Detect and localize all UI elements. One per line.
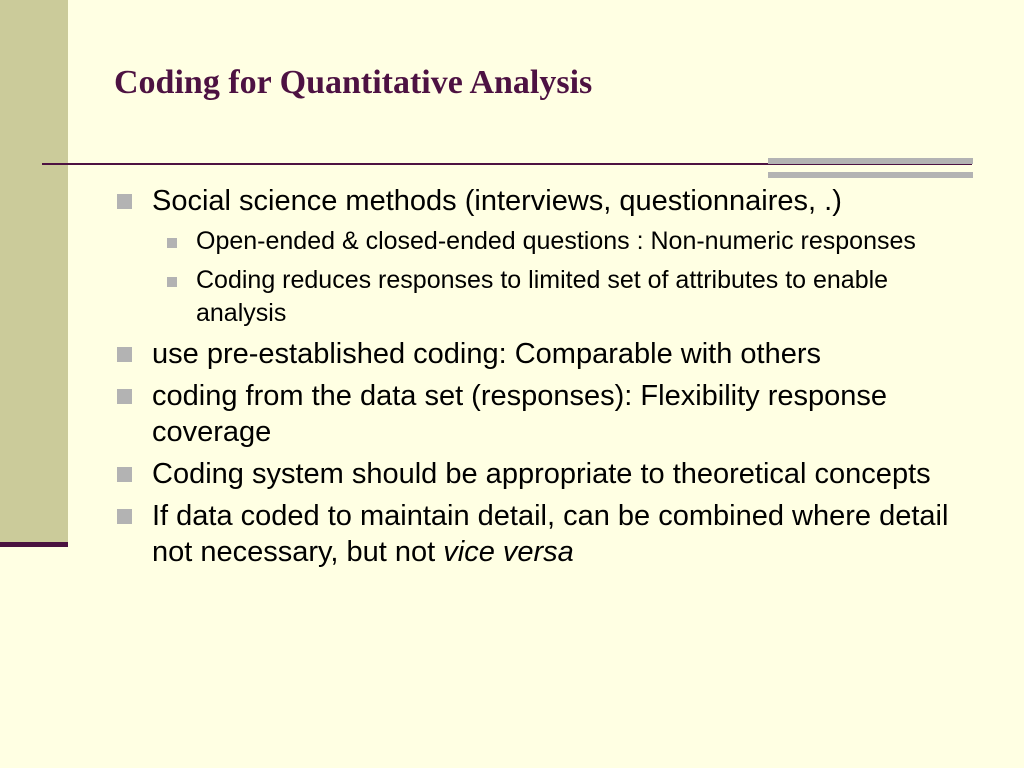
bullet-text: Coding system should be appropriate to theoretical concepts — [152, 458, 931, 490]
bullet-text: If data coded to maintain detail, can be combined where detail not necessary, but not — [152, 500, 949, 568]
slide-body — [114, 183, 974, 576]
sub-bullet-text: Open-ended & closed-ended questions : Non-numeric responses — [196, 227, 916, 255]
square-bullet-icon — [117, 194, 132, 209]
divider-accent-bar-bottom — [768, 172, 973, 178]
square-bullet-icon — [117, 347, 132, 362]
square-bullet-icon — [167, 238, 177, 248]
bullet-item — [114, 336, 974, 372]
slide-title: Coding for Quantitative Analysis — [114, 64, 593, 101]
square-bullet-icon — [167, 277, 177, 287]
bullet-text: coding from the data set (responses): Flexibility response coverage — [152, 380, 888, 448]
divider-accent-bar-top — [768, 158, 973, 164]
sub-bullet-list — [114, 225, 974, 330]
left-sidebar-accent-line — [0, 542, 68, 547]
bullet-item — [114, 498, 974, 570]
sub-bullet-text: Coding reduces responses to limited set of attributes to enable analysis — [196, 266, 889, 327]
bullet-item — [114, 183, 974, 219]
bullet-text: Social science methods (interviews, questionnaires, .) — [152, 185, 842, 217]
bullet-text: use pre-established coding: Comparable with others — [152, 338, 821, 370]
bullet-item — [114, 378, 974, 450]
left-sidebar-bar — [0, 0, 68, 545]
square-bullet-icon — [117, 509, 132, 524]
sub-bullet-item — [158, 225, 974, 258]
bullet-emphasis-text: vice versa — [443, 536, 574, 568]
square-bullet-icon — [117, 389, 132, 404]
square-bullet-icon — [117, 467, 132, 482]
sub-bullet-item — [158, 264, 974, 330]
bullet-item — [114, 456, 974, 492]
